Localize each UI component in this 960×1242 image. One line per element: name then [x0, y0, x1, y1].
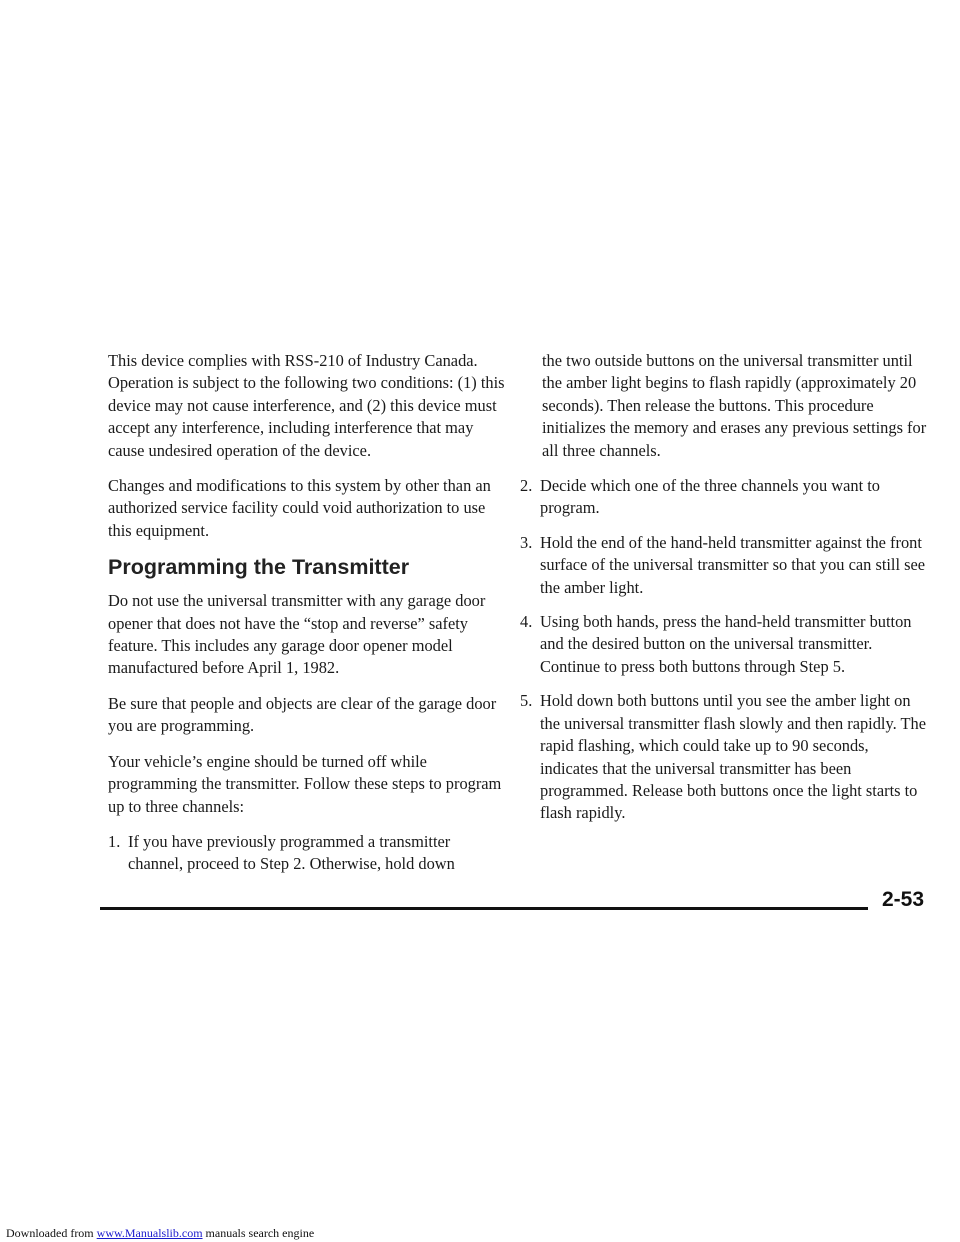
step-3	[520, 532, 930, 599]
step-2	[520, 475, 930, 520]
step-number: 2.	[520, 476, 533, 496]
step-5	[520, 690, 930, 824]
step-text: Decide which one of the three channels you want to program.	[540, 476, 880, 518]
right-column	[520, 350, 930, 837]
clear-garage-paragraph: Be sure that people and objects are clear of the garage door you are programming.	[108, 693, 497, 736]
step-text: Hold the end of the hand-held transmitter against the front surface of the universal transmitter so that you can still see the amber light.	[540, 532, 926, 597]
step-4	[520, 611, 930, 678]
step-text: Using both hands, press the hand-held transmitter button and the desired button on the universal transmitter. Continue to press both buttons through Step 5.	[540, 612, 912, 676]
footer-prefix: Downloaded from	[6, 1226, 97, 1240]
modifications-paragraph: Changes and modifications to this system by other than an authorized service facility could void authorization to use this equipment.	[108, 476, 491, 540]
compliance-paragraph: This device complies with RSS-210 of Industry Canada. Operation is subject to the following two conditions: (1) this device may not cause interference, and (2) this device must accept any interference, including interference that may cause undesired operation of the device.	[108, 351, 505, 460]
step-1	[108, 831, 508, 876]
section-heading: Programming the Transmitter	[108, 555, 410, 580]
manualslib-link[interactable]: www.Manualslib.com	[96, 1226, 203, 1240]
footer-rule	[100, 907, 868, 910]
left-column	[108, 350, 508, 888]
page-number: 2-53	[882, 888, 925, 911]
step-number: 4.	[520, 612, 533, 632]
step-text: Hold down both buttons until you see the amber light on the universal transmitter flash slowly and then rapidly. The rapid flashing, which could take up to 90 seconds, indicates that the universal transmitter has been programmed. Release both buttons once the light starts to flash rapidly.	[540, 691, 926, 823]
step-number: 5.	[520, 691, 533, 711]
step-number: 1.	[108, 831, 121, 851]
step-1-continuation: the two outside buttons on the universal transmitter until the amber light begins to flash rapidly (approximately 20 seconds). Then release the buttons. This procedure initializes the memory and erases any previous settings for all three channels.	[542, 351, 927, 460]
warning-paragraph: Do not use the universal transmitter with any garage door opener that does not have the “stop and reverse” safety feature. This includes any garage door opener model manufactured before April 1, 1982.	[108, 591, 486, 678]
footer-suffix: manuals search engine	[202, 1226, 315, 1240]
download-footer	[6, 1226, 314, 1241]
step-text: If you have previously programmed a transmitter channel, proceed to Step 2. Otherwise, hold down	[128, 831, 455, 874]
step-number: 3.	[520, 532, 533, 552]
engine-off-paragraph: Your vehicle’s engine should be turned off while programming the transmitter. Follow these steps to program up to three channels:	[108, 751, 502, 816]
